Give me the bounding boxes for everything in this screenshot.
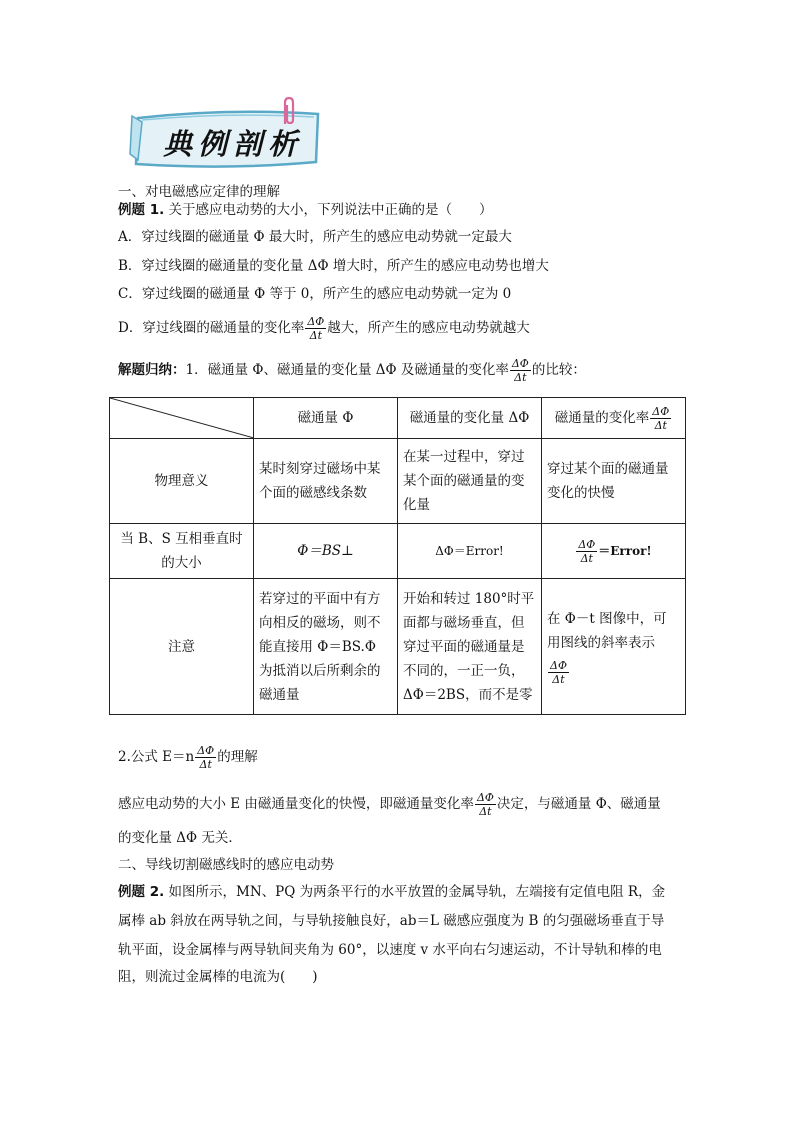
cell-size-phi: Φ＝BS⊥ xyxy=(254,524,398,579)
title-banner xyxy=(128,100,324,174)
rate-fraction xyxy=(475,791,496,818)
fraction-denominator: Δt xyxy=(654,418,667,432)
explain-text-pre: 感应电动势的大小 E 由磁通量变化的快慢，即磁通量变化率 xyxy=(118,796,474,812)
summary-text-post: 的比较： xyxy=(531,362,586,378)
header-rate-label: 磁通量的变化率 xyxy=(554,409,650,426)
fraction-numerator: ΔΦ xyxy=(307,315,325,328)
diagonal-line xyxy=(110,398,254,438)
fraction-numerator: ΔΦ xyxy=(578,537,596,551)
example1-question: 关于感应电动势的大小，下列说法中正确的是（ ） xyxy=(168,202,493,218)
fraction-denominator: Δt xyxy=(514,371,527,384)
example2-line-1 xyxy=(118,882,665,902)
example2-line-4: 阻，则流过金属棒的电流为( ) xyxy=(118,969,318,985)
rate-fraction xyxy=(195,744,216,771)
cell-meaning-rate: 穿过某个面的磁通量变化的快慢 xyxy=(542,439,686,524)
comparison-table xyxy=(109,397,686,715)
option-a: A．穿过线圈的磁通量 Φ 最大时，所产生的感应电动势就一定最大 xyxy=(118,229,512,245)
summary-line xyxy=(118,356,586,384)
row-label-size: 当 B、S 互相垂直时的大小 xyxy=(110,524,254,579)
header-rate xyxy=(542,398,686,439)
fraction-numerator: ΔΦ xyxy=(476,791,494,804)
rate-fraction xyxy=(510,357,531,384)
example2-text-1: 如图所示，MN、PQ 为两条平行的水平放置的金属导轨，左端接有定值电阻 R，金 xyxy=(168,884,666,900)
fraction-numerator: ΔΦ xyxy=(652,404,670,418)
cell-size-rate xyxy=(542,524,686,579)
summary-text-pre: 1．磁通量 Φ、磁通量的变化量 ΔΦ 及磁通量的变化率 xyxy=(185,362,509,378)
option-d-text-pre: D．穿过线圈的磁通量的变化率 xyxy=(118,320,305,336)
section-heading-2: 二、导线切割磁感线时的感应电动势 xyxy=(118,857,334,873)
fraction-denominator: Δt xyxy=(479,805,492,818)
cell-size-dphi-text: ΔΦ＝Error! xyxy=(435,544,504,558)
cell-note-phi: 若穿过的平面中有方向相反的磁场，则不能直接用 Φ＝BS.Φ 为抵消以后所剩余的磁通量 xyxy=(254,579,398,715)
fraction-numerator: ΔΦ xyxy=(197,744,215,757)
formula-text-post: 的理解 xyxy=(217,749,258,765)
cell-meaning-phi: 某时刻穿过磁场中某个面的磁感线条数 xyxy=(254,439,398,524)
cell-note-dphi: 开始和转过 180°时平面都与磁场垂直，但穿过平面的磁通量是不同的，一正一负，ΔΦ＝2BS，而不是零 xyxy=(398,579,542,715)
formula-heading xyxy=(118,743,258,771)
fraction-denominator: Δt xyxy=(580,551,593,565)
table-row xyxy=(110,579,686,715)
fraction-numerator: ΔΦ xyxy=(550,659,567,672)
banner-title: 典例剖析 xyxy=(162,127,303,161)
cell-meaning-dphi: 在某一过程中，穿过某个面的磁通量的变化量 xyxy=(398,439,542,524)
table-header-row xyxy=(110,398,686,439)
explain-line-2: 的变化量 ΔΦ 无关． xyxy=(118,830,242,846)
option-c: C．穿过线圈的磁通量 Φ 等于 0，所产生的感应电动势就一定为 0 xyxy=(118,286,512,302)
row-label-meaning: 物理意义 xyxy=(110,439,254,524)
example1-stem xyxy=(118,200,493,220)
fraction-denominator: Δt xyxy=(199,758,212,771)
rate-fraction xyxy=(548,659,569,686)
cell-note-rate xyxy=(542,579,686,715)
example1-label: 例题 1. xyxy=(118,202,165,218)
explain-text-post: 决定，与磁通量 Φ、磁通量 xyxy=(496,796,661,812)
option-d xyxy=(118,314,530,342)
header-phi: 磁通量 Φ xyxy=(254,398,398,439)
row-label-note: 注意 xyxy=(110,579,254,715)
table-row xyxy=(110,439,686,524)
example2-line-3: 轨平面，设金属棒与两导轨间夹角为 60°，以速度 v 水平向右匀速运动，不计导轨和棒的电 xyxy=(118,942,662,958)
diagonal-header-cell xyxy=(110,398,254,439)
cell-note-rate-text: 在 Φ－t 图像中，可用图线的斜率表示 xyxy=(547,611,667,651)
rate-fraction xyxy=(650,405,671,432)
table-row xyxy=(110,524,686,579)
fraction-denominator: Δt xyxy=(309,329,322,342)
rate-fraction xyxy=(305,315,326,342)
summary-label: 解题归纳： xyxy=(118,362,186,378)
example2-label: 例题 2. xyxy=(118,884,165,900)
rate-fraction xyxy=(576,538,597,565)
formula-text-pre: 2.公式 E＝n xyxy=(118,749,195,765)
header-dphi: 磁通量的变化量 ΔΦ xyxy=(398,398,542,439)
cell-size-dphi xyxy=(398,524,542,579)
cell-size-rate-text: ＝Error! xyxy=(598,543,652,558)
option-b: B．穿过线圈的磁通量的变化量 ΔΦ 增大时，所产生的感应电动势也增大 xyxy=(118,258,549,274)
example2-line-2: 属棒 ab 斜放在两导轨之间，与导轨接触良好，ab＝L 磁感应强度为 B 的匀强磁场垂直于导 xyxy=(118,913,665,929)
fraction-denominator: Δt xyxy=(552,673,565,686)
fraction-numerator: ΔΦ xyxy=(511,357,529,370)
section-heading-1: 一、对电磁感应定律的理解 xyxy=(118,184,280,200)
explain-line-1 xyxy=(118,790,661,818)
option-d-text-post: 越大，所产生的感应电动势就越大 xyxy=(327,320,530,336)
